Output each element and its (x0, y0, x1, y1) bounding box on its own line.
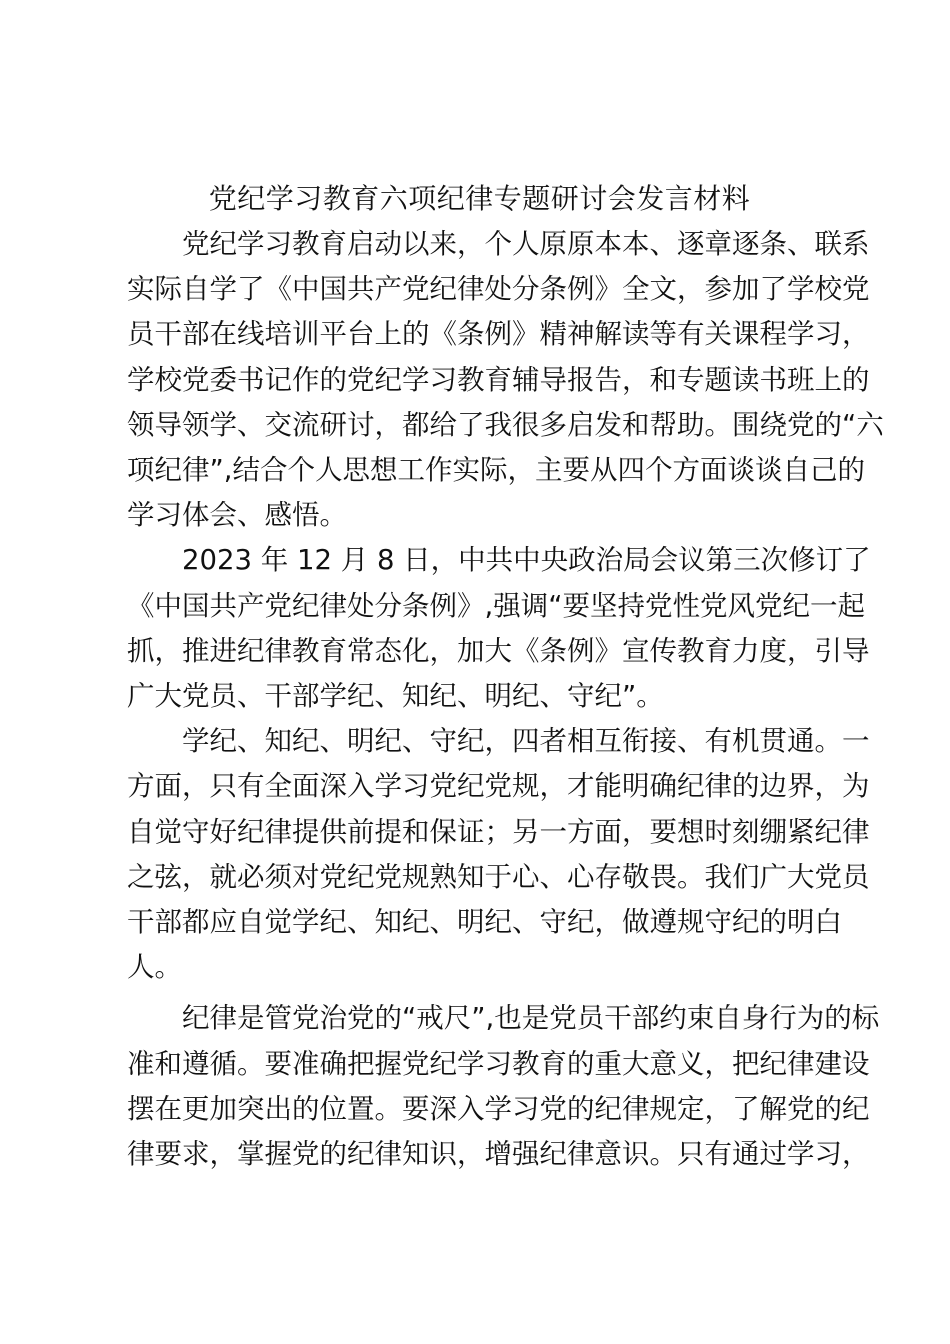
paragraph-line: 自觉守好纪律提供前提和保证；另一方面，要想时刻绷紧纪律 (127, 815, 870, 848)
paragraph-line: 学校党委书记作的党纪学习教育辅导报告，和专题读书班上的 (127, 363, 870, 396)
paragraph-line: 2023 年 12 月 8 日，中共中央政治局会议第三次修订了 (182, 544, 871, 577)
document-page (127, 176, 884, 1177)
paragraph-line: 领导领学、交流研讨，都给了我很多启发和帮助。围绕党的“六 (127, 408, 884, 441)
paragraph-line: 学习体会、感悟。 (127, 499, 347, 532)
paragraph-line: 之弦，就必须对党纪党规熟知于心、心存敬畏。我们广大党员 (127, 860, 870, 893)
paragraph-line: 学纪、知纪、明纪、守纪，四者相互衔接、有机贯通。一 (182, 725, 870, 758)
paragraph-line: 抓，推进纪律教育常态化，加大《条例》宣传教育力度，引导 (127, 634, 870, 667)
paragraph-line: 项纪律”,结合个人思想工作实际，主要从四个方面谈谈自己的 (127, 454, 865, 487)
paragraph-2 (127, 538, 871, 719)
document-title: 党纪学习教育六项纪律专题研讨会发言材料 (208, 182, 751, 215)
paragraph-line: 方面，只有全面深入学习党纪党规，才能明确纪律的边界，为 (127, 770, 870, 803)
paragraph-line: 律要求，掌握党的纪律知识，增强纪律意识。只有通过学习， (127, 1138, 870, 1171)
paragraph-line: 摆在更加突出的位置。要深入学习党的纪律规定，了解党的纪 (127, 1092, 870, 1125)
paragraph-line: 实际自学了《中国共产党纪律处分条例》全文，参加了学校党 (127, 273, 870, 306)
paragraph-line: 纪律是管党治党的“戒尺”,也是党员干部约束自身行为的标 (182, 1002, 880, 1035)
paragraph-line: 人。 (127, 951, 182, 984)
paragraph-line: 《中国共产党纪律处分条例》,强调“要坚持党性党风党纪一起 (127, 589, 865, 622)
paragraph-line: 广大党员、干部学纪、知纪、明纪、守纪”。 (127, 680, 664, 713)
paragraph-line: 党纪学习教育启动以来，个人原原本本、逐章逐条、联系 (182, 228, 870, 260)
paragraph-3 (127, 719, 870, 990)
paragraph-line: 准和遵循。要准确把握党纪学习教育的重大意义，把纪律建设 (127, 1047, 870, 1080)
paragraph-1 (127, 222, 884, 538)
paragraph-line: 员干部在线培训平台上的《条例》精神解读等有关课程学习， (127, 318, 870, 351)
paragraph-line: 干部都应自觉学纪、知纪、明纪、守纪，做遵规守纪的明白 (127, 906, 842, 939)
paragraph-4 (127, 996, 880, 1177)
